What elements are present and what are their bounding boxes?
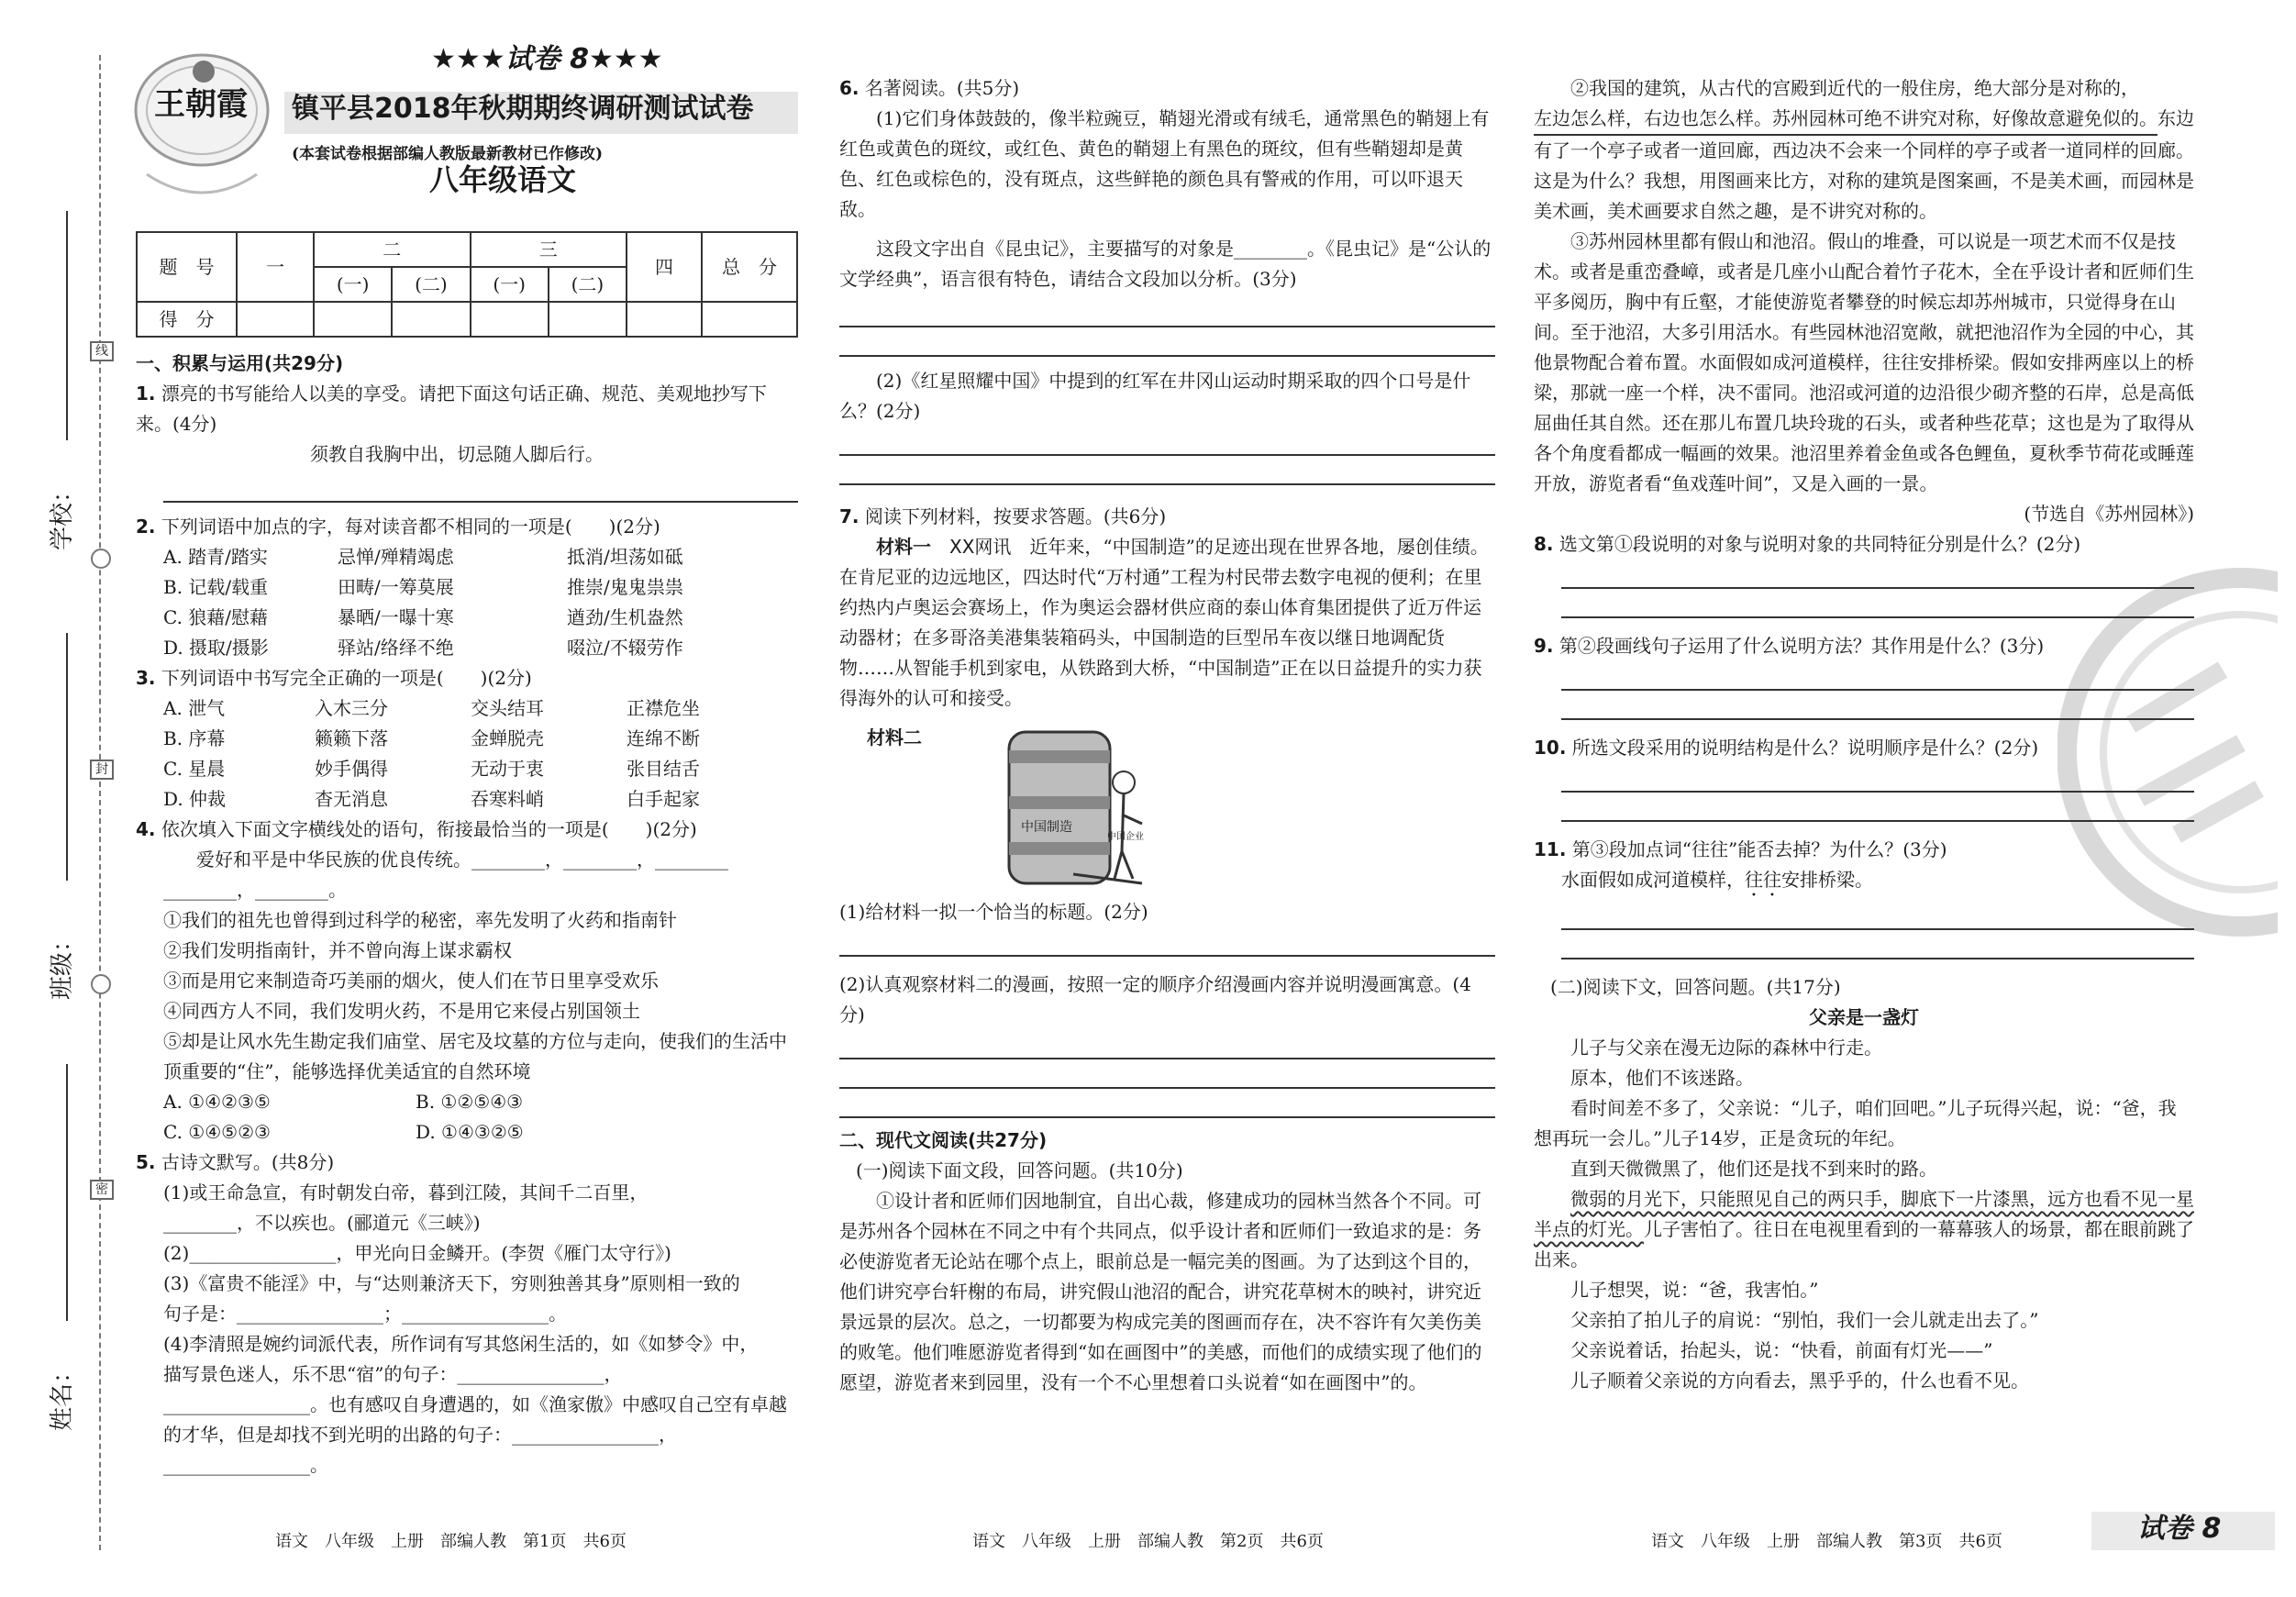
binding-hole bbox=[91, 549, 111, 569]
score-header-cell: 题 号 bbox=[137, 232, 237, 302]
cartoon-caption: 中国制造 bbox=[1021, 820, 1072, 835]
option-row[interactable]: A. 泄气 入木三分 交头结耳 正襟危坐 bbox=[163, 697, 700, 719]
answer-line[interactable] bbox=[1561, 901, 2194, 930]
option-row[interactable]: B. 记载/载重 田畴/一筹莫展 推崇/鬼鬼祟祟 bbox=[163, 576, 683, 598]
option-list bbox=[136, 542, 798, 663]
option-row[interactable]: D. 摄取/摄影 驿站/络绎不绝 啜泣/不辍劳作 bbox=[163, 637, 683, 659]
score-input-cell[interactable] bbox=[392, 302, 470, 337]
answer-line[interactable] bbox=[1561, 661, 2194, 691]
answer-line[interactable] bbox=[1561, 930, 2194, 959]
score-sub-cell: (一) bbox=[314, 267, 392, 302]
question-text: 下列词语中加点的字，每对读音都不相同的一项是( )(2分) bbox=[161, 516, 660, 538]
dictation-line[interactable]: (1)或王命急宣，有时朝发白帝，暮到江陵，其间千二百里， bbox=[163, 1181, 649, 1203]
answer-line[interactable] bbox=[839, 456, 1495, 485]
subject-title: 八年级语文 bbox=[429, 162, 577, 197]
question-number: 6. bbox=[839, 77, 860, 99]
wavy-underlined-sentence: 微弱的月光下，只能照见自己的两只手，脚底下一片漆黑，远方也看不见一星半点的灯光。 bbox=[1534, 1188, 2194, 1240]
story-paragraph: 直到天微微黑了，他们还是找不到来时的路。 bbox=[1570, 1158, 1937, 1180]
question-text: 下列词语中书写完全正确的一项是( )(2分) bbox=[161, 667, 532, 689]
choice-option[interactable]: B. ①②⑤④③ bbox=[416, 1091, 524, 1113]
option-row[interactable]: A. 踏青/踏实 忌惮/殚精竭虑 抵消/坦荡如砥 bbox=[163, 546, 683, 568]
quote-line: 须教自我胸中出，切忌随人脚后行。 bbox=[310, 443, 604, 465]
answer-line[interactable] bbox=[1561, 589, 2194, 618]
question-text: 漂亮的书写能给人以美的享受。请把下面这句话正确、规范、美观地抄写下来。(4分) bbox=[136, 383, 767, 435]
dictation-line[interactable]: 的才华，但是却找不到光明的出路的句子：________________， bbox=[163, 1424, 677, 1446]
question-text: (1)给材料一拟一个恰当的标题。(2分) bbox=[839, 901, 1148, 923]
passage: ②我国的建筑，从古代的宫殿到近代的一般住房，绝大部分是对称的， bbox=[1570, 77, 2139, 99]
story-paragraph: 微弱的月光下，只能照见自己的两只手，脚底下一片漆黑，远方也看不见一星半点的灯光。儿子害怕了。往日在电视里看到的一幕幕骇人的场景，都在眼前跳了出来。 bbox=[1534, 1188, 2194, 1270]
option-row[interactable]: D. 仲裁 杳无消息 吞寒料峭 白手起家 bbox=[163, 788, 700, 810]
material-two bbox=[839, 714, 1495, 897]
story-title: 父亲是一盏灯 bbox=[1809, 1006, 1919, 1028]
question-number: 9. bbox=[1534, 635, 1554, 657]
dictation-line[interactable]: (4)李清照是婉约词派代表，所作词有写其悠闲生活的，如《如梦令》中， bbox=[163, 1333, 759, 1355]
cartoon-badge: 中国企业 bbox=[1107, 832, 1144, 842]
name-blank[interactable] bbox=[66, 1064, 68, 1321]
passage-line: ________，________。 bbox=[163, 879, 347, 901]
passage: ①设计者和匠师们因地制宜，自出心裁，修建成功的园林当然各个不同。可是苏州各个园林在不同之中有个共同点，似乎设计者和匠师们一致追求的是：务必使游览者无论站在哪个点上，眼前总是一幅完美的图画。为了达到这个目的，他们讲究亭台轩榭的布局，讲究假山池沼的配合，讲究花草树木的映衬，讲究近景远景的层次。总之，一切都要为构成完美的图画而存在，决不容许有欠美伤美的败笔。他们唯愿游览者得到“如在画图中”的美感，而他们的成绩实现了他们的愿望，游览者来到园里，没有一个不心里想着口头说着“如在画图中”的。 bbox=[839, 1190, 1482, 1393]
logo-text: 王朝霞 bbox=[154, 86, 248, 123]
story-paragraph: 儿子想哭，说：“爸，我害怕。” bbox=[1570, 1279, 1819, 1301]
answer-line[interactable] bbox=[1561, 763, 2194, 793]
question-number: 7. bbox=[839, 505, 860, 527]
question-number: 3. bbox=[136, 667, 156, 689]
answer-line[interactable] bbox=[1561, 691, 2194, 720]
question-text: 这段文字出自《昆虫记》，主要描写的对象是________。《昆虫记》是“公认的文学经典”，语言很有特色，请结合文段加以分析。(3分) bbox=[839, 238, 1492, 290]
choice-option[interactable]: D. ①④③②⑤ bbox=[416, 1121, 524, 1143]
question-text: 第③段加点词“往往”能否去掉？为什么？(3分) bbox=[1571, 838, 1947, 860]
column-2 bbox=[839, 73, 1495, 1398]
score-input-cell[interactable] bbox=[627, 302, 702, 337]
header bbox=[128, 37, 826, 238]
dictation-line[interactable]: (2)________________，甲光向日金鳞开。(李贺《雁门太守行》) bbox=[163, 1242, 671, 1264]
section-heading: 二、现代文阅读(共27分) bbox=[839, 1129, 1048, 1151]
paper-badge: ★★★试卷 8★★★ bbox=[431, 43, 663, 75]
score-header-cell: 四 bbox=[627, 232, 702, 302]
score-header-cell: 三 bbox=[471, 232, 627, 267]
binding-strip bbox=[0, 0, 119, 1597]
part-heading: (二)阅读下文，回答问题。(共17分) bbox=[1550, 976, 1841, 998]
passage: 左边怎么样，右边也怎么样。苏州园林可绝不讲究对称，好像故意避免似的。东边有了一个亭子或者一道回廊，西边决不会来一个同样的亭子或者一道同样的回廊。这是为什么？我想，用图画来比方，对称的建筑是图案画，不是美术画，而园林是美术画，美术画要求自然之趣，是不讲究对称的。 bbox=[1534, 104, 2194, 227]
sentence-item: ②我们发明指南针，并不曾向海上谋求霸权 bbox=[163, 939, 512, 961]
choice-option[interactable]: C. ①④⑤②③ bbox=[163, 1121, 271, 1143]
corner-badge: 试卷 8 bbox=[2137, 1513, 2222, 1545]
page-footer: 语文 八年级 上册 部编人教 第3页 共6页 bbox=[1651, 1532, 2002, 1551]
question-number: 5. bbox=[136, 1151, 156, 1173]
cartoon-image bbox=[986, 714, 1160, 897]
score-sub-cell: (二) bbox=[392, 267, 470, 302]
question-text: 第②段画线句子运用了什么说明方法？其作用是什么？(3分) bbox=[1558, 635, 2045, 657]
story-paragraph: 父亲说着话，抬起头，说：“快看，前面有灯光——” bbox=[1570, 1339, 1993, 1361]
score-input-cell[interactable] bbox=[237, 302, 314, 337]
question-text: 依次填入下面文字横线处的语句，衔接最恰当的一项是( )(2分) bbox=[161, 818, 697, 840]
exam-title: 镇平县2018年秋期期终调研测试试卷 bbox=[292, 93, 754, 125]
score-table bbox=[136, 231, 798, 338]
choice-option[interactable]: A. ①④②③⑤ bbox=[163, 1091, 271, 1113]
answer-line[interactable] bbox=[1561, 560, 2194, 589]
dictation-line[interactable]: 描写景色迷人，乐不思“宿”的句子：________________， bbox=[163, 1363, 623, 1385]
score-header-cell: 一 bbox=[237, 232, 314, 302]
score-sub-cell: (一) bbox=[471, 267, 549, 302]
story-paragraph: 儿子与父亲在漫无边际的森林中行走。 bbox=[1570, 1037, 1882, 1059]
page-footer: 语文 八年级 上册 部编人教 第1页 共6页 bbox=[275, 1532, 627, 1551]
underlined-sentence: 左边怎么样，右边也怎么样。苏州园林可绝不讲究对称，好像故意避免似的。 bbox=[1534, 104, 2157, 136]
logo-emblem bbox=[128, 37, 275, 220]
binding-hole bbox=[91, 974, 111, 994]
passage-line: 爱好和平是中华民族的优良传统。________，________，________ bbox=[196, 848, 728, 871]
answer-line[interactable] bbox=[839, 1089, 1495, 1118]
dotted-word: 往往 bbox=[1745, 869, 1781, 891]
score-input-cell[interactable] bbox=[549, 302, 627, 337]
answer-line[interactable] bbox=[1561, 793, 2194, 822]
story-paragraph: 儿子顺着父亲说的方向看去，黑乎乎的，什么也看不见。 bbox=[1570, 1370, 2029, 1392]
option-list bbox=[136, 693, 798, 815]
dictation-line[interactable]: ________，不以疾也。(郦道元《三峡》) bbox=[163, 1212, 481, 1234]
score-input-cell[interactable] bbox=[471, 302, 549, 337]
class-blank[interactable] bbox=[66, 633, 68, 881]
seal-char-seal: 封 bbox=[90, 760, 114, 780]
school-label: 学校： bbox=[49, 478, 76, 550]
question-text: (2)认真观察材料二的漫画，按照一定的顺序介绍漫画内容并说明漫画寓意。(4分) bbox=[839, 973, 1471, 1026]
question-text: (2)《红星照耀中国》中提到的红军在井冈山运动时期采取的四个口号是什么？(2分) bbox=[839, 370, 1471, 422]
question-text: 所选文段采用的说明结构是什么？说明顺序是什么？(2分) bbox=[1571, 737, 2039, 759]
answer-line[interactable] bbox=[839, 427, 1495, 456]
answer-line[interactable] bbox=[839, 298, 1495, 327]
answer-line[interactable] bbox=[839, 1030, 1495, 1059]
column-1 bbox=[136, 349, 798, 1481]
cut-line bbox=[99, 55, 101, 1550]
question-text: 名著阅读。(共5分) bbox=[864, 77, 1020, 99]
story-paragraph: 父亲拍了拍儿子的肩说：“别怕，我们一会儿就走出去了。” bbox=[1570, 1309, 2039, 1331]
answer-line[interactable] bbox=[839, 327, 1495, 357]
score-header-cell: 二 bbox=[314, 232, 471, 267]
answer-line[interactable] bbox=[839, 927, 1495, 957]
score-sub-cell: (二) bbox=[549, 267, 627, 302]
question-number: 2. bbox=[136, 516, 156, 538]
quote-line: 水面假如成河道模样，往往安排桥梁。 bbox=[1561, 869, 1873, 891]
material-label: 材料二 bbox=[867, 726, 922, 749]
option-row[interactable]: C. 星晨 妙手偶得 无动于衷 张目结舌 bbox=[163, 758, 700, 780]
choice-row bbox=[163, 1087, 798, 1148]
dictation-line[interactable]: ________________。也有感叹自身遭遇的，如《渔家傲》中感叹自己空有卓越 bbox=[163, 1393, 787, 1415]
source-note: (节选自《苏州园林》) bbox=[2024, 503, 2194, 525]
name-label: 姓名： bbox=[49, 1359, 76, 1431]
question-text: 选文第①段说明的对象与说明对象的共同特征分别是什么？(2分) bbox=[1558, 533, 2081, 555]
column-3 bbox=[1534, 73, 2194, 1396]
story-paragraph: 看时间差不多了，父亲说：“儿子，咱们回吧。”儿子玩得兴起，说：“爸，我想再玩一会儿。”儿子14岁，正是贪玩的年纪。 bbox=[1534, 1097, 2177, 1149]
passage: ③苏州园林里都有假山和池沼。假山的堆叠，可以说是一项艺术而不仅是技术。或者是重峦叠嶂，或者是几座小山配合着竹子花木，全在乎设计者和匠师们生平多阅历，胸中有丘壑，才能使游览者攀登的时候忘却苏州城市，只觉得身在山间。至于池沼，大多引用活水。有些园林池沼宽敞，就把池沼作为全园的中心，其他景物配合着布置。水面假如成河道模样，往往安排桥梁。假如安排两座以上的桥梁，那就一座一个样，决不雷同。池沼或河道的边沿很少砌齐整的石岸，总是高低屈曲任其自然。还在那儿布置几块玲珑的石头，或者种些花草；这也是为了取得从各个角度看都成一幅画的效果。池沼里养着金鱼或各色鲤鱼，夏秋季节荷花或睡莲开放，游览者看“鱼戏莲叶间”，又是入画的一景。 bbox=[1534, 230, 2194, 494]
dictation-line[interactable]: 句子是：________________；________________。 bbox=[163, 1303, 567, 1325]
sentence-list bbox=[136, 905, 798, 1148]
story-paragraph: 原本，他们不该迷路。 bbox=[1570, 1067, 1754, 1089]
score-input-cell[interactable] bbox=[314, 302, 392, 337]
question-number: 1. bbox=[136, 383, 156, 405]
school-blank[interactable] bbox=[66, 211, 68, 440]
sentence-item: ①我们的祖先也曾得到过科学的秘密，率先发明了火药和指南针 bbox=[163, 909, 677, 931]
question-number: 11. bbox=[1534, 838, 1567, 860]
sentence-item: ④同西方人不同，我们发明火药，不是用它来侵占别国领土 bbox=[163, 1000, 640, 1022]
sentence-item: ③而是用它来制造奇巧美丽的烟火，使人们在节日里享受欢乐 bbox=[163, 970, 659, 992]
section-heading: 一、积累与运用(共29分) bbox=[136, 352, 344, 374]
question-text: 古诗文默写。(共8分) bbox=[161, 1151, 335, 1173]
sentence-item: ⑤却是让风水先生勘定我们庙堂、居宅及坟墓的方位与走向，使我们的生活中顶重要的“住”，能够选择优美适宜的自然环境 bbox=[163, 1030, 787, 1082]
question-number: 4. bbox=[136, 818, 156, 840]
exam-subtitle: (本套试卷根据部编人教版最新教材已作修改) bbox=[292, 145, 604, 163]
seal-char-secret: 密 bbox=[90, 1180, 114, 1200]
passage: (1)它们身体鼓鼓的，像半粒豌豆，鞘翅光滑或有绒毛，通常黑色的鞘翅上有红色或黄色的斑纹，或红色、黄色的鞘翅上有黑色的斑纹，但有些鞘翅却是黄色、红色或棕色的，没有斑点，这些鲜艳的颜色具有警戒的作用，可以吓退天敌。 bbox=[839, 107, 1490, 220]
page-footer: 语文 八年级 上册 部编人教 第2页 共6页 bbox=[972, 1532, 1324, 1551]
option-row[interactable]: C. 狼藉/慰藉 暴晒/一曝十寒 遒劲/生机盎然 bbox=[163, 606, 683, 628]
score-row-label: 得 分 bbox=[137, 302, 237, 337]
dictation-line[interactable]: (3)《富贵不能淫》中，与“达则兼济天下，穷则独善其身”原则相一致的 bbox=[163, 1272, 740, 1294]
option-row[interactable]: B. 序幕 籁籁下落 金蝉脱壳 连绵不断 bbox=[163, 727, 700, 749]
question-text: 阅读下列材料，按要求答题。(共6分) bbox=[864, 505, 1167, 527]
question-number: 8. bbox=[1534, 533, 1554, 555]
score-header-cell: 总 分 bbox=[702, 232, 797, 302]
answer-line[interactable] bbox=[839, 1059, 1495, 1089]
class-label: 班级： bbox=[49, 927, 76, 1000]
dictation-lines bbox=[136, 1178, 798, 1481]
question-number: 10. bbox=[1534, 737, 1567, 759]
score-input-cell[interactable] bbox=[702, 302, 797, 337]
dictation-line[interactable]: ________________。 bbox=[163, 1454, 328, 1476]
seal-char-line: 线 bbox=[90, 341, 114, 361]
answer-line[interactable] bbox=[163, 473, 798, 503]
part-heading: (一)阅读下面文段，回答问题。(共10分) bbox=[856, 1159, 1183, 1181]
material-one: 材料一 XX网讯 近年来，“中国制造”的足迹出现在世界各地，屡创佳绩。在肯尼亚的边远地区，四达时代“万村通”工程为村民带去数字电视的便利；在里约热内卢奥运会赛场上，作为奥运会器材供应商的泰山体育集团提供了近万件运动器材；在多哥洛美港集装箱码头，中国制造的巨型吊车夜以继日地调配货物……从智能手机到家电，从铁路到大桥，“中国制造”正在以日益提升的实力获得海外的认可和接受。 bbox=[839, 536, 1489, 709]
